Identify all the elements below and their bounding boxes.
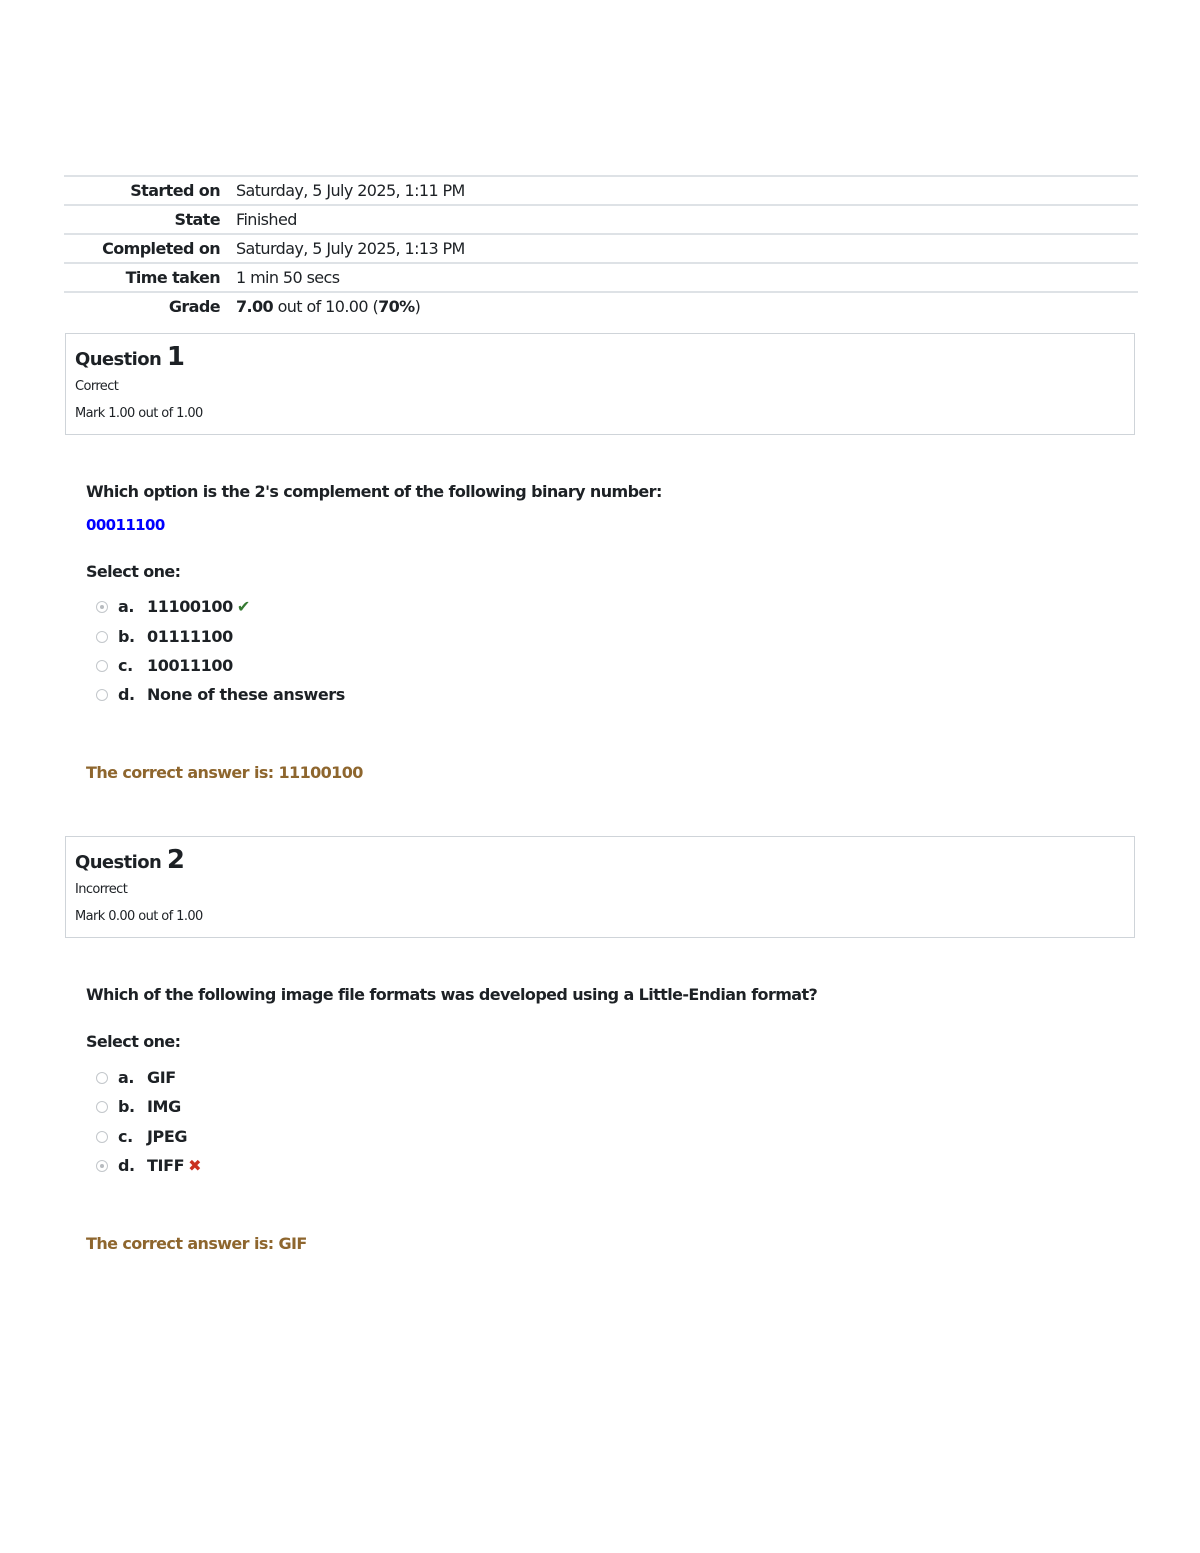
summary-value: 1 min 50 secs bbox=[236, 268, 340, 287]
summary-row-time-taken bbox=[64, 262, 1138, 291]
answer-option[interactable] bbox=[96, 1127, 187, 1146]
answer-option[interactable] bbox=[96, 685, 345, 704]
question-number bbox=[75, 845, 1125, 878]
summary-label: Time taken bbox=[125, 268, 220, 287]
option-text: GIF bbox=[147, 1068, 176, 1087]
grade-score: 7.00 bbox=[236, 297, 274, 316]
option-text: TIFF bbox=[147, 1156, 185, 1175]
question-text: Which of the following image file formats was developed using a Little-Endian format? bbox=[86, 985, 818, 1004]
answer-option[interactable] bbox=[96, 656, 233, 675]
radio-button[interactable] bbox=[96, 1131, 108, 1143]
summary-label: Grade bbox=[168, 297, 220, 316]
option-letter: c. bbox=[118, 656, 133, 675]
select-one-label: Select one: bbox=[86, 1032, 181, 1051]
radio-button[interactable] bbox=[96, 1160, 108, 1172]
option-text: 10011100 bbox=[147, 656, 233, 675]
summary-value: Finished bbox=[236, 210, 297, 229]
question-text: Which option is the 2's complement of the following binary number: bbox=[86, 482, 662, 501]
question-mark: Mark 1.00 out of 1.00 bbox=[75, 406, 203, 421]
answer-option[interactable] bbox=[96, 627, 233, 646]
option-letter: d. bbox=[118, 685, 135, 704]
grade-close: ) bbox=[414, 297, 421, 316]
radio-button[interactable] bbox=[96, 631, 108, 643]
cross-icon: ✖ bbox=[188, 1156, 202, 1175]
summary-row-completed bbox=[64, 233, 1138, 262]
option-text: None of these answers bbox=[147, 685, 345, 704]
answer-option[interactable] bbox=[96, 1068, 176, 1087]
summary-label: Started on bbox=[130, 181, 220, 200]
check-icon: ✔ bbox=[236, 597, 250, 616]
radio-button[interactable] bbox=[96, 1101, 108, 1113]
answer-option[interactable] bbox=[96, 597, 250, 616]
summary-value bbox=[236, 297, 1138, 316]
summary-label: State bbox=[174, 210, 220, 229]
summary-row-grade bbox=[64, 291, 1138, 320]
option-letter: a. bbox=[118, 597, 135, 616]
summary-value: Saturday, 5 July 2025, 1:13 PM bbox=[236, 239, 465, 258]
option-letter: d. bbox=[118, 1156, 135, 1175]
grade-out-of: out of 10.00 ( bbox=[273, 297, 379, 316]
question-label: Question bbox=[75, 852, 162, 873]
radio-button[interactable] bbox=[96, 601, 108, 613]
correct-answer-feedback: The correct answer is: GIF bbox=[86, 1234, 307, 1253]
summary-label: Completed on bbox=[102, 239, 220, 258]
option-text: JPEG bbox=[147, 1127, 188, 1146]
grade-percent: 70% bbox=[378, 297, 415, 316]
radio-button[interactable] bbox=[96, 1072, 108, 1084]
radio-button[interactable] bbox=[96, 660, 108, 672]
correct-answer-feedback: The correct answer is: 11100100 bbox=[86, 763, 363, 782]
question-number bbox=[75, 342, 1125, 375]
option-text: IMG bbox=[147, 1097, 181, 1116]
select-one-label: Select one: bbox=[86, 562, 181, 581]
question-info-box bbox=[65, 333, 1135, 435]
option-text: 11100100 bbox=[147, 597, 233, 616]
option-letter: c. bbox=[118, 1127, 133, 1146]
option-text: 01111100 bbox=[147, 627, 233, 646]
question-state: Incorrect bbox=[75, 882, 128, 897]
summary-value: Saturday, 5 July 2025, 1:11 PM bbox=[236, 181, 465, 200]
answer-option[interactable] bbox=[96, 1097, 181, 1116]
question-binary-number: 00011100 bbox=[86, 516, 165, 534]
question-state: Correct bbox=[75, 379, 119, 394]
question-info-box bbox=[65, 836, 1135, 938]
option-letter: b. bbox=[118, 1097, 135, 1116]
option-letter: b. bbox=[118, 627, 135, 646]
option-letter: a. bbox=[118, 1068, 135, 1087]
radio-button[interactable] bbox=[96, 689, 108, 701]
summary-row-started bbox=[64, 175, 1138, 204]
answer-option[interactable] bbox=[96, 1156, 201, 1175]
question-number-value: 1 bbox=[166, 342, 185, 372]
question-label: Question bbox=[75, 349, 162, 370]
question-mark: Mark 0.00 out of 1.00 bbox=[75, 909, 203, 924]
question-number-value: 2 bbox=[166, 845, 185, 875]
summary-row-state bbox=[64, 204, 1138, 233]
attempt-summary-table bbox=[64, 175, 1138, 320]
